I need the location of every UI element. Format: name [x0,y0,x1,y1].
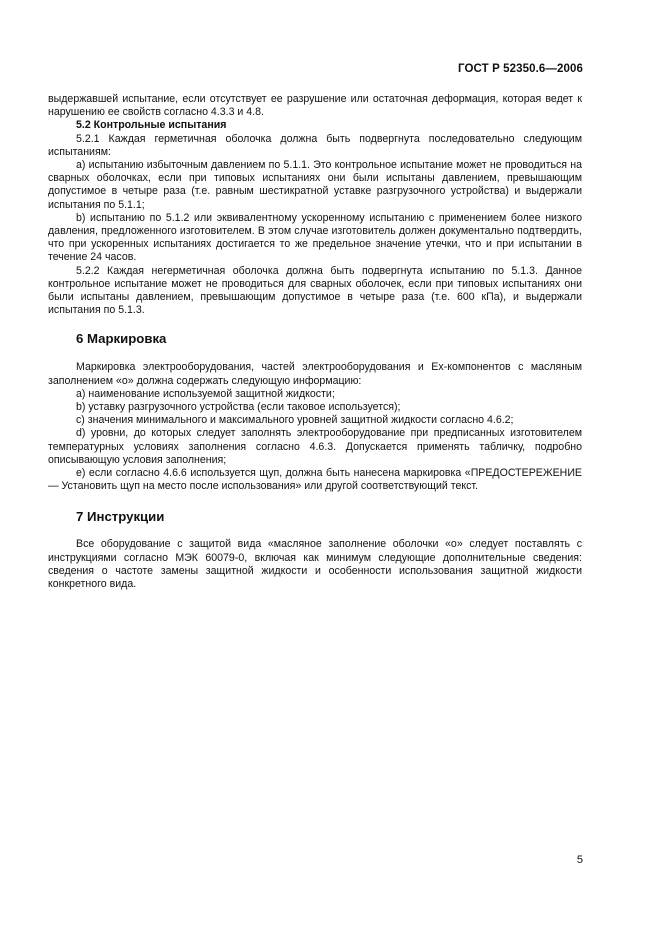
marking-item-b: b) уставку разгрузочного устройства (если таковое используется); [76,401,401,414]
continuation-paragraph: выдержавшей испытание, если отсутствует ее разрушение или остаточная деформация, которая ведет к нарушению ее свойств согласно 4.3.3 и 4.8. [48,93,582,119]
marking-item-a: a) наименование используемой защитной жидкости; [76,387,335,400]
marking-item-d: d) уровни, до которых следует заполнять электрооборудование при предписанных изготовителем температурных условиях заполнения согласно 4.6.3. Допускается применять табличку, подробно описывающую условия заполнения; [48,427,582,466]
page-number: 5 [576,854,583,866]
document-code-header: ГОСТ Р 52350.6—2006 [458,63,583,75]
marking-intro: Маркировка электрооборудования, частей электрооборудования и Ex-компонентов с масляным заполнением «о» должна содержать следующую информацию: [48,361,582,387]
section-title-instructions: 7 Инструкции [76,509,165,525]
page-content [48,93,582,591]
paragraph-5-2-1: 5.2.1 Каждая герметичная оболочка должна быть подвергнута последовательно следующим испытаниям: [48,132,582,158]
marking-item-e: e) если согласно 4.6.6 используется щуп, должна быть нанесена маркировка «ПРЕДОСТЕРЕЖЕНИЕ — Установить щуп на место после использования» или другой соответствующий текст. [48,467,582,493]
paragraph-5-2-2: 5.2.2 Каждая негерметичная оболочка должна быть подвергнута испытанию по 5.1.3. Данное контрольное испытание может не проводиться для сварных оболочек, если при типовых испытаниях они были испытаны давлением, превышающим допустимое в четыре раза (т.е. 600 кПа), и выдержали испытания по 5.1.3. [48,264,582,317]
list-item-b: b) испытанию по 5.1.2 или эквивалентному ускоренному испытанию с применением более низкого давления, предложенного изготовителем. В этом случае изготовитель должен документально подтвердить, что при ускоренных испытаниях достигается то же предельное значение утечки, что и при испытании в течение 24 часов. [48,211,582,264]
subsection-heading-5-2: 5.2 Контрольные испытания [76,119,227,132]
marking-item-c: c) значения минимального и максимального уровней защитной жидкости согласно 4.6.2; [76,414,514,427]
section-title-marking: 6 Маркировка [76,331,167,347]
instructions-paragraph: Все оборудование с защитой вида «масляное заполнение оболочки «о» следует поставлять с инструкциями согласно МЭК 60079-0, включая как минимум следующие дополнительные сведения: сведения о частоте замены защитной жидкости и особенности использования защитной жидкости конкретного вида. [48,538,582,591]
list-item-a: a) испытанию избыточным давлением по 5.1.1. Это контрольное испытание может не проводиться на сварных оболочках, если при типовых испытаниях они были испытаны давлением, превышающим допустимое в четыре раза (т.е. равным шестикратной уставке разгрузочного устройства) и выдержали испытания по 5.1.1; [48,159,582,211]
